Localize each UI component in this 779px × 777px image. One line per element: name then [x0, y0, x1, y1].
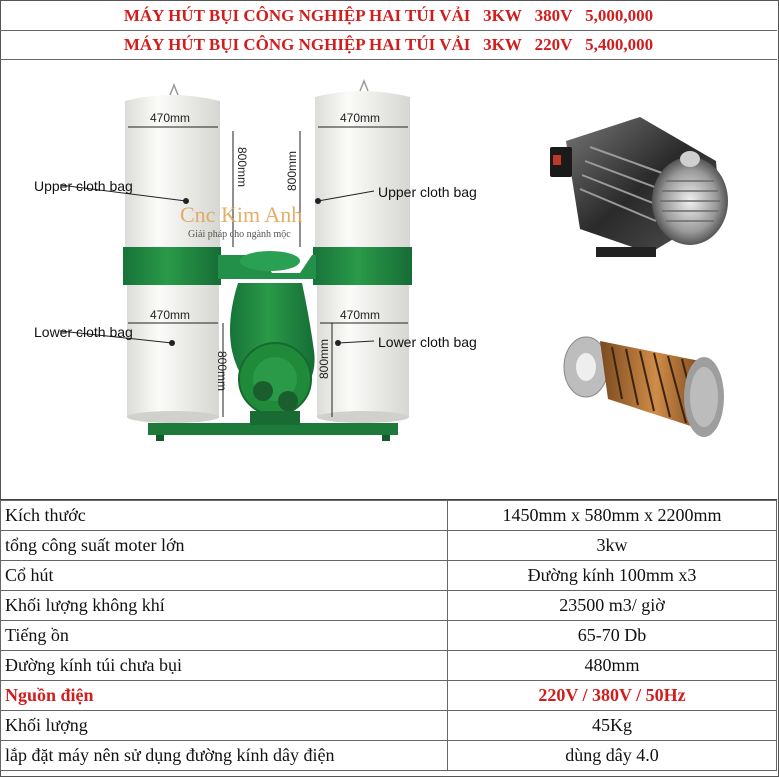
- title-power: 3KW: [483, 6, 522, 25]
- spec-value: 480mm: [448, 651, 777, 681]
- rotor-image: [564, 337, 724, 437]
- title-text: MÁY HÚT BỤI CÔNG NGHIỆP HAI TÚI VẢI: [123, 6, 471, 25]
- dim-height-lower-right: 800mm: [317, 338, 331, 379]
- dust-collector-illustration: [34, 81, 477, 441]
- label-lower-bag-right: Lower cloth bag: [378, 334, 477, 350]
- spec-label: lắp đặt máy nên sử dụng đường kính dây điện: [1, 741, 448, 771]
- product-illustration: [0, 61, 777, 499]
- label-upper-bag-right: Upper cloth bag: [378, 184, 477, 200]
- label-lower-bag-left: Lower cloth bag: [34, 324, 133, 340]
- title-price: 5,400,000: [585, 35, 654, 54]
- lower-bag-left: [127, 285, 219, 417]
- dim-width-upper-right: 470mm: [340, 111, 381, 125]
- dim-width-upper-left: 470mm: [150, 111, 191, 125]
- spec-label: Cổ hút: [1, 561, 448, 591]
- label-upper-bag-left: Upper cloth bag: [34, 178, 133, 194]
- spec-value: Đường kính 100mm x3: [448, 561, 777, 591]
- watermark-subtitle: Giải pháp cho ngành mộc: [188, 229, 291, 240]
- title-row-380v: [0, 2, 777, 31]
- spec-label: Nguồn điện: [1, 681, 448, 711]
- spec-value: 65-70 Db: [448, 621, 777, 651]
- title-price: 5,000,000: [585, 6, 654, 25]
- dim-height-lower-left: 800mm: [215, 351, 229, 392]
- spec-row: [1, 531, 777, 561]
- spec-value: 45Kg: [448, 711, 777, 741]
- spec-row: [1, 741, 777, 771]
- spec-row: [1, 561, 777, 591]
- spec-label: tổng công suất moter lớn: [1, 531, 448, 561]
- collar-right: [313, 247, 412, 285]
- motor-image: [550, 117, 728, 257]
- title-text: MÁY HÚT BỤI CÔNG NGHIỆP HAI TÚI VẢI: [123, 35, 471, 54]
- dim-width-lower-left: 470mm: [150, 308, 191, 322]
- spec-value: dùng dây 4.0: [448, 741, 777, 771]
- spec-row: [1, 681, 777, 711]
- spec-label: Đường kính túi chưa bụi: [1, 651, 448, 681]
- spec-value: 3kw: [448, 531, 777, 561]
- title-voltage: 380V: [534, 6, 573, 25]
- spec-value: 23500 m3/ giờ: [448, 591, 777, 621]
- dim-height-upper-left: 800mm: [235, 147, 249, 188]
- spec-table: [0, 500, 777, 771]
- spec-row: [1, 501, 777, 531]
- collar-left: [123, 247, 221, 285]
- title-power: 3KW: [483, 35, 522, 54]
- title-row-220v: [0, 31, 777, 60]
- spec-label: Khối lượng: [1, 711, 448, 741]
- spec-value: 1450mm x 580mm x 2200mm: [448, 501, 777, 531]
- dim-height-upper-right: 800mm: [285, 150, 299, 191]
- title-voltage: 220V: [534, 35, 573, 54]
- spec-row: [1, 591, 777, 621]
- spec-label: Khối lượng không khí: [1, 591, 448, 621]
- spec-row: [1, 651, 777, 681]
- product-image-area: [0, 61, 777, 500]
- spec-row: [1, 621, 777, 651]
- dim-width-lower-right: 470mm: [340, 308, 381, 322]
- spec-label: Kích thước: [1, 501, 448, 531]
- spec-row: [1, 711, 777, 741]
- spec-value: 220V / 380V / 50Hz: [448, 681, 777, 711]
- spec-label: Tiếng ồn: [1, 621, 448, 651]
- watermark-title: Cnc Kim Anh: [180, 202, 303, 227]
